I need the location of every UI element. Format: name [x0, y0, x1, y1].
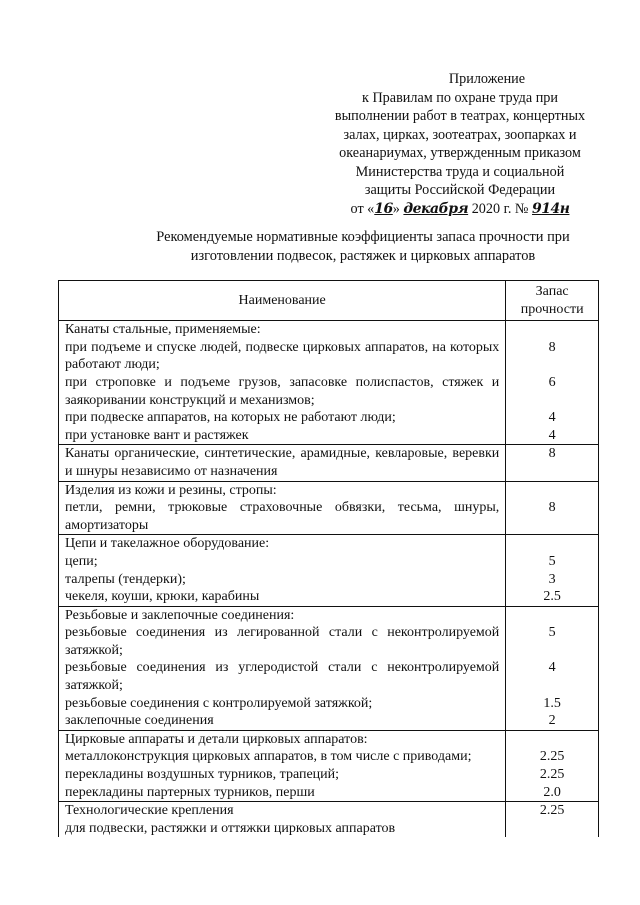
row-item-text: Канаты органические, синтетические, арамидные, кевларовые, веревки и шнуры независимо от назначения [65, 446, 500, 479]
row-item-value: 3 [548, 571, 556, 587]
row-item-text: для подвески, растяжки и оттяжки цирковых аппаратов [65, 820, 396, 836]
header-name: Наименование [59, 281, 506, 321]
row-name-cell [59, 445, 506, 481]
row-item-text: петли, ремни, трюковые страховочные обвязки, тесьма, шнуры, амортизаторы [65, 500, 500, 533]
group-title: Цирковые аппараты и детали цирковых аппаратов: [65, 731, 368, 747]
row-item-text: при установке вант и растяжек [65, 427, 249, 443]
row-item-text: перекладины партерных турников, перши [65, 784, 315, 800]
row-name-cell [59, 606, 506, 730]
row-name-cell [59, 481, 506, 535]
row-item-text: при подвеске аппаратов, на которых не работают люди; [65, 410, 396, 426]
row-item-value: 2 [548, 713, 556, 729]
group-title: Изделия из кожи и резины, стропы: [65, 482, 277, 498]
row-item-text: резьбовые соединения из легированной стали с неконтролируемой затяжкой; [65, 625, 500, 658]
row-item-value: 4 [548, 427, 556, 443]
table-row [59, 481, 599, 535]
handwritten-day: 16 [374, 200, 393, 217]
appendix-line: Министерства труда и социальной [355, 163, 565, 180]
row-item-text: перекладины воздушных турников, трапеций; [65, 767, 340, 783]
title-line: Рекомендуемые нормативные коэффициенты запаса прочности при [156, 229, 570, 245]
table-row [59, 802, 599, 838]
row-item-value: 1.5 [543, 695, 561, 711]
handwritten-order-number: 914н [532, 200, 570, 217]
header-value-line: Запас [535, 284, 569, 299]
row-item-value: 8 [548, 500, 556, 516]
row-name-cell [59, 535, 506, 606]
value-spacer [512, 607, 592, 625]
row-value-cell [506, 606, 599, 730]
row-item-value: 8 [548, 339, 556, 355]
row-item-value: 2.25 [539, 803, 565, 819]
group-title: Технологические крепления [65, 803, 234, 819]
appendix-label: Приложение [448, 71, 526, 87]
group-title: Резьбовые и заклепочные соединения: [65, 607, 295, 623]
value-spacer [512, 535, 592, 553]
row-item-value: 2.5 [543, 589, 561, 605]
row-item-text: резьбовые соединения из углеродистой стали с неконтролируемой затяжкой; [65, 660, 500, 694]
appendix-header [318, 70, 602, 218]
row-item-value: 4 [548, 410, 556, 426]
row-item-text: при строповке и подъеме грузов, запасовке полиспастов, стяжек и заякоривании конструкций и механизмов; [65, 374, 500, 408]
row-item-value: 5 [548, 625, 556, 641]
row-value-cell [506, 445, 599, 481]
appendix-line: залах, цирках, зоотеатрах, зоопарках и [343, 126, 577, 143]
safety-factor-table [58, 280, 599, 837]
row-value-cell [506, 730, 599, 801]
table-row [59, 321, 599, 445]
order-date-line [318, 200, 602, 219]
title-line: изготовлении подвесок, растяжек и цирковых аппаратов [190, 248, 536, 264]
row-item-text: чекеля, коуши, крюки, карабины [65, 589, 260, 605]
appendix-line: к Правилам по охране труда при [362, 89, 558, 106]
table-row [59, 730, 599, 801]
table-body [59, 321, 599, 838]
handwritten-month: декабря [403, 200, 469, 217]
table-header-row [59, 281, 599, 321]
document-title [128, 228, 598, 266]
row-name-cell [59, 321, 506, 445]
appendix-line: выполнении работ в театрах, концертных [334, 108, 586, 124]
group-title: Цепи и такелажное оборудование: [65, 536, 270, 552]
table-row [59, 445, 599, 481]
date-prefix: от « [350, 200, 375, 217]
row-item-value: 8 [548, 446, 556, 462]
appendix-line: океанариумах, утвержденным приказом [339, 145, 581, 161]
appendix-line: защиты Российской Федерации [364, 182, 556, 198]
value-spacer [512, 482, 592, 500]
row-item-text: цепи; [65, 553, 98, 569]
table-row [59, 535, 599, 606]
row-item-text: талрепы (тендерки); [65, 571, 186, 587]
row-item-value: 2.0 [543, 784, 561, 800]
group-title: Канаты стальные, применяемые: [65, 322, 261, 338]
row-item-text: при подъеме и спуске людей, подвеске цирковых аппаратов, на которых работают люди; [65, 339, 500, 373]
row-item-value: 5 [548, 553, 556, 569]
row-item-value: 2.25 [539, 767, 565, 783]
row-item-text: резьбовые соединения с контролируемой затяжкой; [65, 695, 373, 711]
row-value-cell [506, 802, 599, 838]
table-row [59, 606, 599, 730]
value-spacer [512, 731, 592, 749]
date-mid: » [392, 200, 400, 217]
header-value [506, 281, 599, 321]
row-item-value: 6 [548, 374, 556, 390]
year-text: 2020 г. № [471, 200, 529, 217]
row-value-cell [506, 481, 599, 535]
value-spacer [512, 321, 592, 339]
row-item-value: 4 [548, 660, 556, 676]
header-value-line: прочности [520, 301, 584, 317]
row-item-text: металлоконструкция цирковых аппаратов, в том числе с приводами; [65, 749, 472, 765]
row-value-cell [506, 535, 599, 606]
row-value-cell [506, 321, 599, 445]
row-name-cell [59, 730, 506, 801]
row-item-value: 2.25 [539, 749, 565, 765]
row-item-text: заклепочные соединения [65, 713, 214, 729]
row-name-cell [59, 802, 506, 838]
